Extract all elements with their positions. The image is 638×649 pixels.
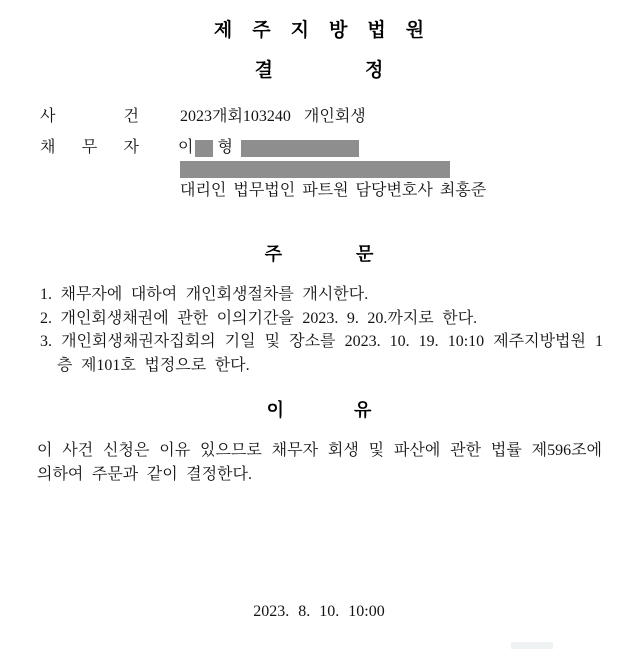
reason-text: 이 사건 신청은 이유 있으므로 채무자 회생 및 파산에 관한 법률 제596조에 의하여 주문과 같이 결정한다. bbox=[37, 442, 602, 483]
debtor-name bbox=[178, 138, 359, 158]
redaction-box-name-rest bbox=[241, 140, 359, 157]
order-item-1 bbox=[40, 283, 603, 307]
order-item-2-text: 개인회생채권에 관한 이의기간을 2023. 9. 20.까지로 한다. bbox=[60, 309, 478, 327]
court-name-heading: 제 주 지 방 법 원 bbox=[213, 20, 425, 41]
order-item-2 bbox=[40, 307, 603, 331]
case-row-value bbox=[180, 107, 366, 127]
debtor-name-part2: 형 bbox=[217, 139, 233, 156]
order-item-3-number: 3. bbox=[40, 333, 52, 351]
case-row-label: 사 건 bbox=[40, 108, 139, 125]
order-heading: 주 문 bbox=[264, 244, 374, 264]
decision-datetime: 2023. 8. 10. 10:00 bbox=[253, 603, 385, 620]
page-corner-artifact bbox=[511, 642, 553, 649]
order-item-3-text: 개인회생채권자집회의 기일 및 장소를 2023. 10. 19. 10:10 제주지방법원 1층 제101호 법정으로 한다. bbox=[57, 333, 604, 374]
document-title-heading: 결 정 bbox=[254, 60, 384, 81]
redaction-box-address bbox=[180, 161, 450, 178]
debtor-row-label: 채 무 자 bbox=[40, 139, 139, 156]
order-item-2-number: 2. bbox=[40, 309, 52, 327]
debtor-name-part1: 이 bbox=[178, 139, 194, 156]
reason-heading: 이 유 bbox=[266, 400, 372, 420]
representative-line: 대리인 법무법인 파트원 담당변호사 최홍준 bbox=[180, 182, 487, 199]
order-item-1-text: 채무자에 대하여 개인회생절차를 개시한다. bbox=[60, 286, 369, 303]
order-item-3 bbox=[40, 330, 603, 377]
case-number: 2023개회103240 bbox=[180, 108, 291, 125]
redaction-box-name-middle bbox=[195, 140, 213, 157]
case-type: 개인회생 bbox=[303, 108, 366, 125]
order-list bbox=[40, 283, 603, 377]
order-item-1-number: 1. bbox=[40, 286, 52, 303]
